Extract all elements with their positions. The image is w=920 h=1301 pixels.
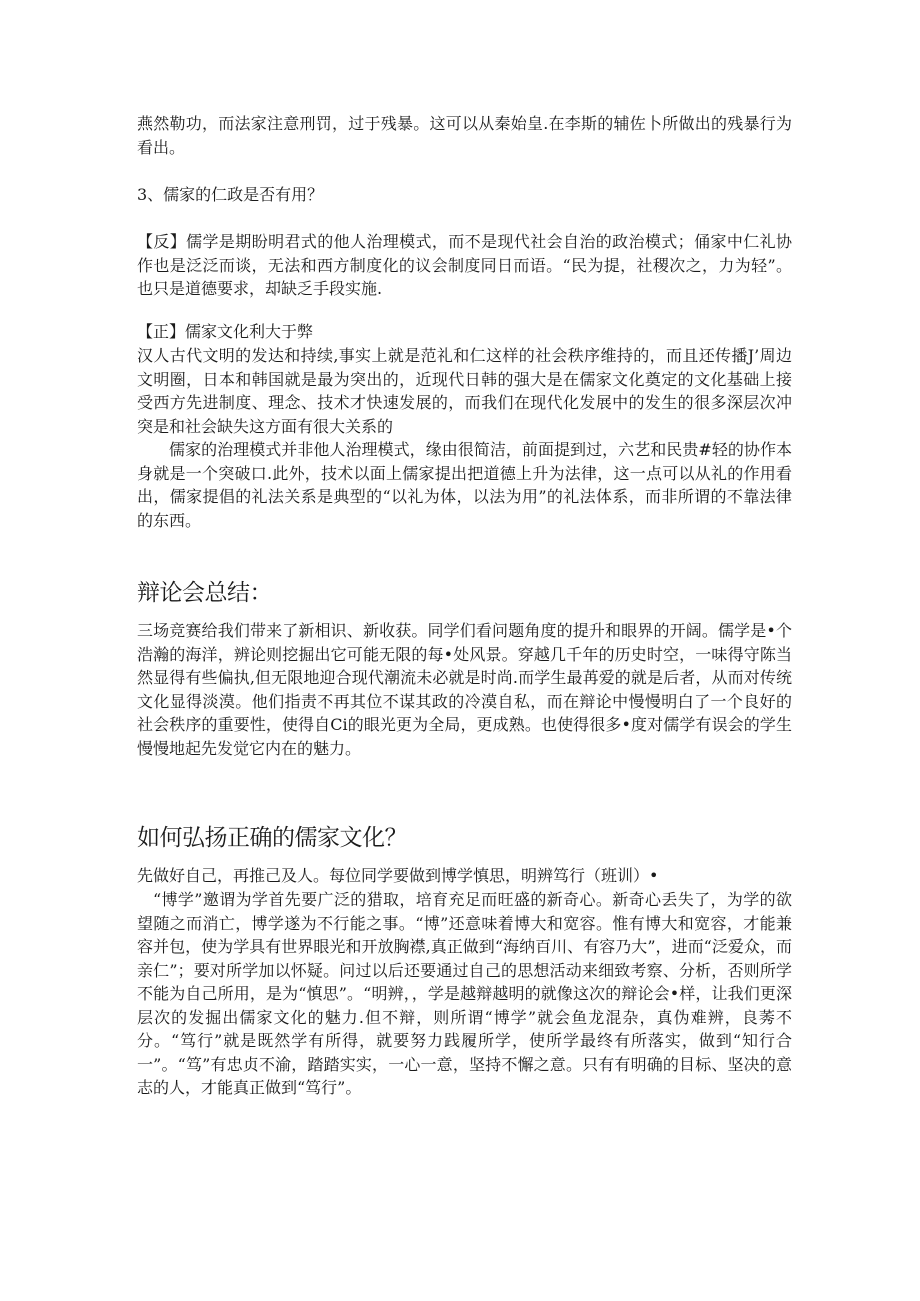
pro-argument-paragraph-2: 儒家的治理模式并非他人治理模式，缘由很简洁，前面提到过，六艺和民贵#轻的协作本身就是一个突破口.此外，技术以面上儒家提出把道德上升为法律，这一点可以从礼的作用看出，儒家提倡的礼法关系是典型的“以礼为体，以法为用”的礼法体系，而非所谓的不靠法律的东西。 [137,440,792,530]
promote-intro: 先做好自己，再推己及人。每位同学要做到博学慎思，明辨笃行（班训）• [137,866,659,885]
pro-argument-paragraph-1: 汉人古代文明的发达和持续,事实上就是范礼和仁这样的社会秩序维持的，而且还传播J’周边文明圈，日本和韩国就是最为突出的，近现代日韩的强大是在儒家文化奠定的文化基础上接受西方先进制度、理念、技术才快速发展的，而我们在现代化发展中的发生的很多深层次冲突是和社会缺失这方面有很大关系的 [137,346,792,436]
law-vs-confucian-continuation: 燕然勒功，而法家注意刑罚，过于残暴。这可以从秦始皇.在李斯的辅佐卜所做出的残暴行为看出。 [137,114,792,157]
summary-body: 三场竞赛给我们带来了新相识、新收获。同学们看问题角度的提升和眼界的开阔。儒学是•个浩瀚的海洋，辨论则挖掘出它可能无限的每•处风景。穿越几千年的历史时空，一味得守陈当然显得有些偏执,但无限地迎合现代潮流未必就是时尚.而学生最苒爱的就是后者，从而对传统文化显得淡漠。他们指责不再其位不谋其政的冷漠自私，而在辩论中慢慢明白了一个良好的社会秩序的重要性，使得自Ci的眼光更为全局，更成熟。也使得很多•度对儒学有误会的学生慢慢地起先发觉它内在的魅力。 [137,621,792,758]
pro-argument-title: 【正】儒家文化利大于弊 [137,322,314,341]
question-3: 3、儒家的仁政是否有用？ [137,185,324,204]
promote-heading: 如何弘扬正确的儒家文化？ [137,825,407,851]
promote-body: “博学”邀谓为学首先要广泛的猎取，培育充足而旺盛的新奇心。新奇心丢失了，为学的欲望随之而消亡，博学遂为不行能之事。“博”还意味着博大和宽容。惟有博大和宽容，才能兼容并包，使为学具有世界眼光和开放胸襟,真正做到“海纳百川、有容乃大”，进而“泛爱众，而亲仁”；要对所学加以怀疑。问过以后还要通过自己的思想活动来细致考察、分析，否则所学不能为自己所用，是为“慎思”。“明辨，，学是越辩越明的就像这次的辩论会•样，让我们更深层次的发掘出儒家文化的魅力.但不辩，则所谓“博学”就会鱼龙混杂，真伪难辨，良莠不分。“笃行”就是既然学有所得，就要努力践履所学，使所学最终有所落实，做到“知行合一”。“笃”有忠贞不渝，踏踏实实，一心一意，坚持不懈之意。只有有明确的目标、坚决的意志的人，才能真正做到“笃行”。 [137,890,792,1097]
con-argument: 【反】儒学是期盼明君式的他人治理模式，而不是现代社会自治的政治模式；俑家中仁礼协作也是泛泛而谈，无法和西方制度化的议会制度同日而语。“民为提，社稷次之，力为轻”。也只是道德要求，却缺乏手段实施. [137,232,792,298]
summary-heading: 辩论会总结： [137,580,272,606]
